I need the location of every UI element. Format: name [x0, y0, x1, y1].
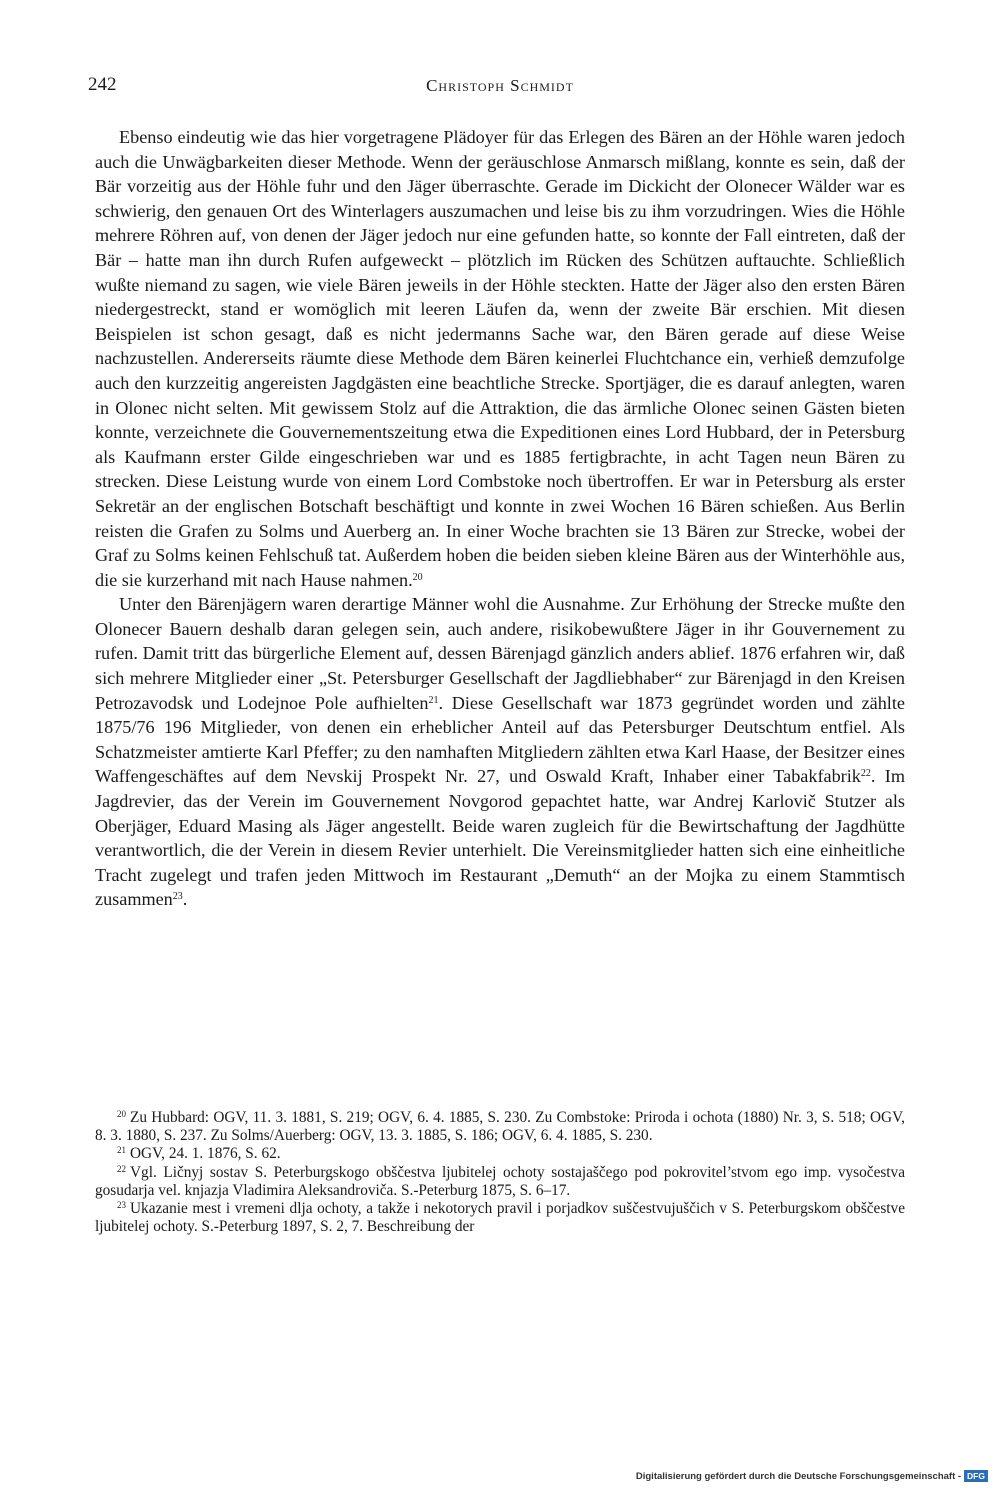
dfg-logo: DFG [964, 1470, 988, 1482]
footnote-text: Ukazanie mest i vremeni dlja ochoty, a takže i nekotorych pravil i porjadkov suščestvujuščich v S. Peterburgskom obščestve ljubitelej ochoty. S.-Peterburg 1897, S. 2, 7. Beschreibung der [95, 1200, 905, 1236]
paragraph-2-text-b: . Diese Gesellschaft war 1873 gegründet worden und zählte 1875/76 196 Mitglieder, von denen ein erheblicher Anteil auf das Petersburger Deutschtum entfiel. Als Schatzmeister amtierte Karl Pfeffer; zu den namhaften Mitgliedern zählten etwa Karl Haase, der Besitzer eines Waffengeschäftes auf dem Nevskij Prospekt Nr. 27, und Oswald Kraft, Inhaber einer Tabakfabrik [95, 692, 905, 787]
footnote-text: OGV, 24. 1. 1876, S. 62. [130, 1145, 281, 1163]
paragraph-2-text-d: . [182, 889, 188, 910]
footnote-ref-21: 21 [428, 694, 439, 706]
footnote-20 [95, 1109, 905, 1145]
footnote-ref-22: 22 [860, 768, 871, 780]
footnote-number: 22 [117, 1163, 126, 1174]
footnote-text: Vgl. Ličnyj sostav S. Peterburgskogo obščestva ljubitelej ochoty sostajaščego pod pokrovitel’stvom ego imp. vysočestva gosudarja vel. knjazja Vladimira Aleksandroviča. S.-Peterburg 1875, S. 6–17. [95, 1163, 905, 1199]
footnote-23 [95, 1200, 905, 1236]
footnote-ref-20: 20 [412, 571, 423, 583]
paragraph-2-text-a: Unter den Bärenjägern waren derartige Männer wohl die Ausnahme. Zur Erhöhung der Strecke mußte den Olonecer Bauern deshalb daran gelegen sein, auch andere, risikobewußtere Jäger in ihr Gouvernement zu rufen. Damit tritt das bürgerliche Element auf, dessen Bärenjagd gänzlich anders ablief. 1876 erfahren wir, daß sich mehrere Mitglieder einer „St. Petersburger Gesellschaft der Jagdliebhaber“ zur Bärenjagd in den Kreisen Petrozavodsk und Lodejnoe Pole aufhielten [95, 594, 905, 713]
footnote-number: 20 [117, 1109, 126, 1119]
page-number: 242 [88, 74, 117, 95]
paragraph-1 [95, 125, 905, 592]
footnote-22 [95, 1164, 905, 1200]
footnote-text: Zu Hubbard: OGV, 11. 3. 1881, S. 219; OGV, 6. 4. 1885, S. 230. Zu Combstoke: Priroda i ochota (1880) Nr. 3, S. 518; OGV, 8. 3. 1880, S. 237. Zu Solms/Auerberg: OGV, 13. 3. 1885, S. 186; OGV, 6. 4. 1885, S. 230. [95, 1109, 905, 1145]
footnote-ref-23: 23 [172, 891, 183, 903]
running-head: Christoph Schmidt [426, 76, 574, 95]
body-text [95, 125, 905, 912]
footnotes [95, 1109, 905, 1236]
digitization-notice [636, 1470, 988, 1482]
footnote-21 [95, 1145, 905, 1163]
paragraph-1-text: Ebenso eindeutig wie das hier vorgetragene Plädoyer für das Erlegen des Bären an der Höhle waren jedoch auch die Unwägbarkeiten dieser Methode. Wenn der geräuschlose Anmarsch mißlang, konnte es sein, daß der Bär vorzeitig aus der Höhle fuhr und den Jäger überraschte. Gerade im Dickicht der Olonecer Wälder war es schwierig, den genauen Ort des Winterlagers auszumachen und leise bis zu ihm vorzudringen. Wies die Höhle mehrere Röhren auf, von denen der Jäger jedoch nur eine gefunden hatte, so konnte der Fall eintreten, daß der Bär – hatte man ihn durch Rufen aufgeweckt – plötzlich im Rücken des Schützen auftauchte. Schließlich wußte niemand zu sagen, wie viele Bären jeweils in der Höhle steckten. Hatte der Jäger also den ersten Bären niedergestreckt, stand er womöglich mit leeren Läufen da, wenn der zweite Bär erschien. Mit diesen Beispielen ist schon gesagt, daß es nicht jedermanns Sache war, den Bären gerade auf diese Weise nachzustellen. Andererseits räumte diese Methode dem Bären keinerlei Fluchtchance ein, verhieß demzufolge auch den kurzzeitig angereisten Jagdgästen eine beachtliche Strecke. Sportjäger, die es darauf anlegten, waren in Olonec nicht selten. Mit gewissem Stolz auf die Attraktion, die das ärmliche Olonec seinen Gästen bieten konnte, verzeichnete die Gouvernementszeitung etwa die Expeditionen eines Lord Hubbard, der in Petersburg als Kaufmann erster Gilde eingeschrieben war und es 1885 fertigbrachte, in acht Tagen neun Bären zu strecken. Diese Leistung wurde von einem Lord Combstoke noch übertroffen. Er war in Petersburg als erster Sekretär an der englischen Botschaft beschäftigt und konnte in zwei Wochen 16 Bären schießen. Aus Berlin reisten die Grafen zu Solms und Auerberg an. In einer Woche brachten sie 13 Bären zur Strecke, wobei der Graf zu Solms keinen Fehlschuß tat. Außerdem hoben die beiden sieben kleine Bären aus der Winterhöhle aus, die sie kurzerhand mit nach Hause nahmen. [95, 127, 905, 590]
paragraph-2 [95, 592, 905, 912]
footnote-number: 21 [117, 1145, 126, 1156]
paragraph-2-text-c: . Im Jagdrevier, das der Verein im Gouvernement Novgorod gepachtet hatte, war Andrej Karlovič Stutzer als Oberjäger, Eduard Masing als Jäger angestellt. Beide waren zugleich für die Bewirtschaftung der Jagdhütte verantwortlich, die der Verein in diesem Revier unterhielt. Die Vereinsmitglieder hatten sich eine einheitliche Tracht zugelegt und trafen jeden Mittwoch im Restaurant „Demuth“ an der Mojka zu einem Stammtisch zusammen [95, 766, 905, 910]
footnote-number: 23 [117, 1200, 126, 1211]
digitization-text: Digitalisierung gefördert durch die Deutsche Forschungsgemeinschaft - [635, 1470, 962, 1482]
